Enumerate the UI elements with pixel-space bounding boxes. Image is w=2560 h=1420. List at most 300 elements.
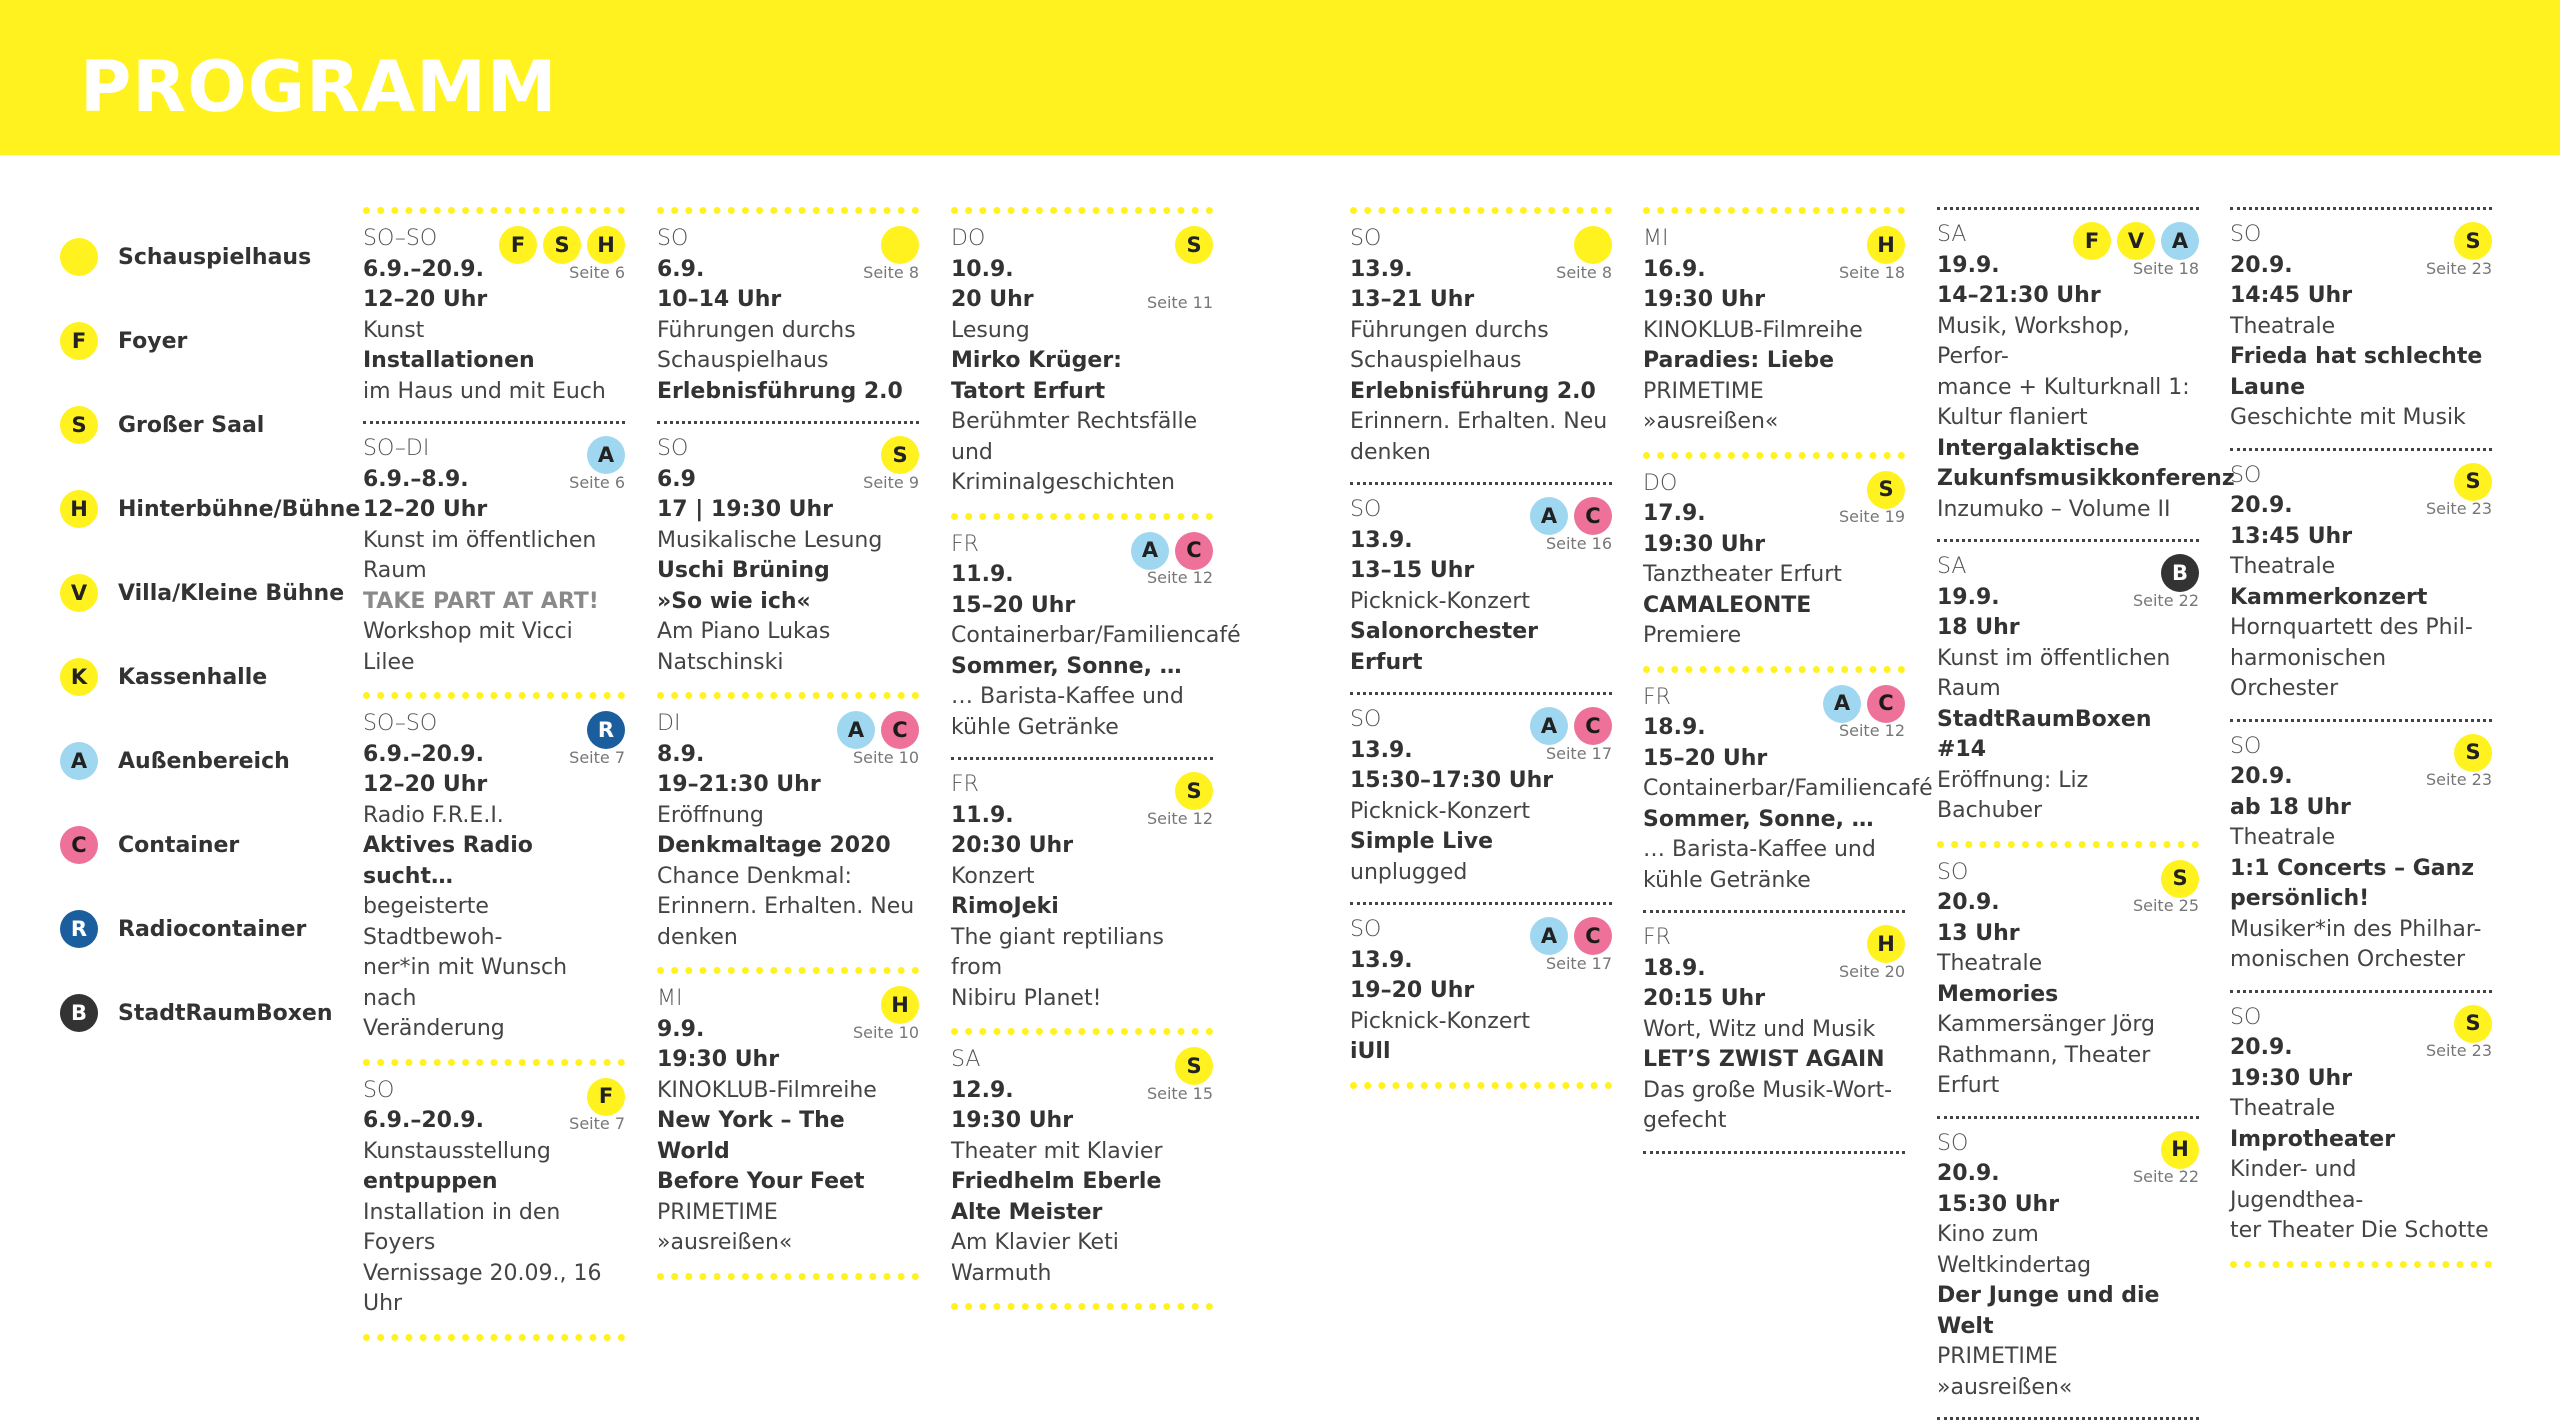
venue-f-badge: F [60,322,98,360]
event-date: 17.9. [1643,499,1905,530]
venue-badges [837,711,919,749]
event-weekday: DI [657,709,919,740]
event-date: 6.9.–20.9. [363,740,625,771]
event-line-kind: Eröffnung [657,801,919,832]
legend-label: Hinterbühne/Bühne [118,497,360,522]
event-line-sub: Installation in den Foyers [363,1198,625,1259]
event-time: 13 Uhr [1937,919,2199,950]
event-entry [657,699,919,974]
event-date: 18.9. [1643,713,1905,744]
event-weekday: FR [951,770,1213,801]
venue-badges [587,1078,625,1116]
page-title: PROGRAMM [80,52,558,122]
event-date: 6.9.–20.9. [363,1106,625,1137]
page-reference: Seite 6 [569,473,625,493]
event-line-sub: Nibiru Planet! [951,984,1213,1015]
venue-badges [881,226,919,264]
event-line-sub: Kinder- und Jugendthea- [2230,1155,2492,1216]
venue-badges [1530,497,1612,535]
event-date: 11.9. [951,801,1213,832]
event-line-sub: The giant reptilians from [951,923,1213,984]
event-line-ttl: Intergalaktische [1937,434,2199,465]
page-reference: Seite 8 [1556,263,1612,283]
event-weekday: SO [1937,858,2199,889]
event-date: 20.9. [2230,762,2492,793]
event-weekday: SA [951,1045,1213,1076]
event-time: 19:30 Uhr [1643,285,1905,316]
event-time: 14–21:30 Uhr [1937,281,2199,312]
event-line-ttl: Tatort Erfurt [951,377,1213,408]
venue-h-badge: H [2161,1131,2199,1169]
event-time: 15–20 Uhr [951,591,1213,622]
page-reference: Seite 10 [853,748,919,768]
event-date: 6.9 [657,465,919,496]
page-reference: Seite 12 [1147,568,1213,588]
event-weekday: SO [657,224,919,255]
venue-c-badge: C [1574,707,1612,745]
event-line-ttl: CAMALEONTE [1643,591,1905,622]
venue-s-badge: S [2454,734,2492,772]
page-reference: Seite 15 [1147,1084,1213,1104]
venue-h-badge: H [60,490,98,528]
page-reference: Seite 23 [2426,259,2492,279]
event-line-sub: Erinnern. Erhalten. Neu [657,892,919,923]
venue-badges [2454,222,2492,260]
venue-a-badge: A [587,436,625,474]
event-line-sub: PRIMETIME »ausreißen« [1643,377,1905,438]
event-weekday: SO–SO [363,709,625,740]
event-time: 19:30 Uhr [1643,530,1905,561]
venue-badges [499,226,625,264]
venue-badges [2454,463,2492,501]
event-weekday: SA [1937,220,2199,251]
event-entry [2230,210,2492,451]
event-line-ttl: Before Your Feet [657,1167,919,1198]
event-date: 11.9. [951,560,1213,591]
event-line-sub: Natschinski [657,648,919,679]
venue-badges [1823,685,1905,723]
venue-badges [881,436,919,474]
event-time: 20 Uhr [951,285,1213,316]
event-time: 18 Uhr [1937,613,2199,644]
venue-c-badge: C [881,711,919,749]
event-line-ttl: New York – The World [657,1106,919,1167]
event-line-ttl: »So wie ich« [657,587,919,618]
event-line-ttl: iUll [1350,1037,1612,1068]
event-line-kind: Lesung [951,316,1213,347]
program-column [2230,207,2492,1268]
event-line-ttl: LET’S ZWIST AGAIN [1643,1045,1905,1076]
header-banner [0,0,2560,155]
event-line-sub: begeisterte Stadtbewoh- [363,892,625,953]
event-weekday: SO [1350,224,1612,255]
event-line-sub: Workshop mit Vicci Lilee [363,617,625,678]
event-weekday: FR [1643,683,1905,714]
event-line-sub: ter Theater Die Schotte [2230,1216,2492,1247]
venue-schauspielhaus-badge [1574,226,1612,264]
legend-label: Großer Saal [118,413,264,438]
event-date: 19.9. [1937,251,2199,282]
event-entry [1937,1119,2199,1420]
event-line-kind: Theatrale [2230,823,2492,854]
event-weekday: FR [951,530,1213,561]
venue-badges [881,986,919,1024]
event-entry [951,1035,1213,1310]
legend-item [60,803,360,887]
event-entry [1937,542,2199,848]
event-line-sub: Erinnern. Erhalten. Neu [1350,407,1612,438]
event-date: 8.9. [657,740,919,771]
event-date: 20.9. [1937,1159,2199,1190]
event-date: 13.9. [1350,255,1612,286]
venue-v-badge: V [2117,222,2155,260]
venue-schauspielhaus-badge [881,226,919,264]
event-line-kind: Kunst im öffentlichen Raum [1937,644,2199,705]
venue-c-badge: C [1574,917,1612,955]
event-line-kind: Theatrale [2230,1094,2492,1125]
event-entry [1350,905,1612,1089]
venue-h-badge: H [881,986,919,1024]
legend-label: Villa/Kleine Bühne [118,581,344,606]
event-line-ttl: Sommer, Sonne, … [951,652,1213,683]
event-line-kind: Theatrale [2230,552,2492,583]
legend-item [60,887,360,971]
venue-h-badge: H [587,226,625,264]
venue-badges [1867,471,1905,509]
event-date: 13.9. [1350,946,1612,977]
event-weekday: SO–DI [363,434,625,465]
event-entry [363,1066,625,1341]
event-line-ttl: Salonorchester Erfurt [1350,617,1612,678]
event-line-ttl: RimoJeki [951,892,1213,923]
event-line-ttl: Frieda hat schlechte [2230,342,2492,373]
event-line-kind: Konzert [951,862,1213,893]
event-entry [657,424,919,699]
event-weekday: SO–SO [363,224,625,255]
event-entry [2230,722,2492,993]
event-line-sub: PRIMETIME »ausreißen« [657,1198,919,1259]
event-line-kind: Wort, Witz und Musik [1643,1015,1905,1046]
legend-label: StadtRaumBoxen [118,1001,333,1026]
event-line-kind: Kunst im öffentlichen [363,526,625,557]
legend-item [60,971,360,1055]
page-reference: Seite 19 [1839,507,1905,527]
event-date: 6.9. [657,255,919,286]
event-time: 19:30 Uhr [951,1106,1213,1137]
event-time: 12–20 Uhr [363,495,625,526]
event-time: 17 | 19:30 Uhr [657,495,919,526]
event-line-sub: Musiker*in des Philhar- [2230,915,2492,946]
event-line-sub: Geschichte mit Musik [2230,403,2492,434]
venue-c-badge: C [1867,685,1905,723]
event-entry [1643,459,1905,673]
event-line-ttl: Memories [1937,980,2199,1011]
venue-badges [1574,226,1612,264]
event-date: 6.9.–20.9. [363,255,625,286]
event-line-kind: Picknick-Konzert [1350,797,1612,828]
event-line-ttl: persönlich! [2230,884,2492,915]
legend-item [60,635,360,719]
event-line-sub: Berühmter Rechtsfälle [951,407,1213,438]
event-time: 20:15 Uhr [1643,984,1905,1015]
event-line-kind: Musik, Workshop, Perfor- [1937,312,2199,373]
event-line-sub: Inzumuko – Volume II [1937,495,2199,526]
event-weekday: SO [2230,1003,2492,1034]
venue-s-badge: S [2454,1005,2492,1043]
venue-k-badge: K [60,658,98,696]
venue-a-badge: A [60,742,98,780]
event-line-ttl: Laune [2230,373,2492,404]
venue-h-badge: H [1867,226,1905,264]
event-entry [1350,214,1612,485]
event-line-sub: denken [657,923,919,954]
event-line-sub: im Haus und mit Euch [363,377,625,408]
venue-badges [2161,554,2199,592]
event-time: 12–20 Uhr [363,770,625,801]
event-line-sub: Am Piano Lukas [657,617,919,648]
program-column [1350,207,1612,1089]
page-reference: Seite 10 [853,1023,919,1043]
venue-badges [2454,1005,2492,1043]
event-time: 19–20 Uhr [1350,976,1612,1007]
venue-badges [587,711,625,749]
page-reference: Seite 7 [569,1114,625,1134]
event-time: 13–21 Uhr [1350,285,1612,316]
legend-label: Foyer [118,329,187,354]
page-reference: Seite 23 [2426,499,2492,519]
page-reference: Seite 23 [2426,770,2492,790]
legend-item [60,215,360,299]
event-line-ttl: Denkmaltage 2020 [657,831,919,862]
event-date: 13.9. [1350,736,1612,767]
venue-c-badge: C [1175,532,1213,570]
event-line-ttl: Friedhelm Eberle [951,1167,1213,1198]
event-date: 12.9. [951,1076,1213,1107]
event-line-kind: Kunst [363,316,625,347]
event-weekday: SO [2230,732,2492,763]
event-time: 20:30 Uhr [951,831,1213,862]
event-date: 6.9.–8.9. [363,465,625,496]
venue-a-badge: A [1131,532,1169,570]
venue-s-badge: S [1175,1047,1213,1085]
event-line-sub: PRIMETIME »ausreißen« [1937,1342,2199,1403]
venue-r-badge: R [587,711,625,749]
page-reference: Seite 23 [2426,1041,2492,1061]
venue-schauspielhaus-badge [60,238,98,276]
venue-a-badge: A [1530,917,1568,955]
event-line-sub: unplugged [1350,858,1612,889]
event-date: 20.9. [2230,1033,2492,1064]
legend-item [60,467,360,551]
event-entry [951,214,1213,520]
legend-label: Schauspielhaus [118,245,311,270]
venue-b-badge: B [2161,554,2199,592]
event-line-ttl: entpuppen [363,1167,625,1198]
event-line-kind: Kultur flaniert [1937,403,2199,434]
venue-badges [1530,917,1612,955]
page-reference: Seite 11 [1147,293,1213,313]
event-entry [363,424,625,699]
event-weekday: SO [1937,1129,2199,1160]
event-weekday: DO [951,224,1213,255]
venue-c-badge: C [1574,497,1612,535]
event-line-ttl: Installationen [363,346,625,377]
event-time: 15:30–17:30 Uhr [1350,766,1612,797]
event-line-ttl: Aktives Radio sucht… [363,831,625,892]
event-line-ttl: Erlebnisführung 2.0 [657,377,919,408]
venue-c-badge: C [60,826,98,864]
event-line-sub: gefecht [1643,1106,1905,1137]
event-time: 14:45 Uhr [2230,281,2492,312]
venue-v-badge: V [60,574,98,612]
legend-label: Außenbereich [118,749,290,774]
venue-badges [2454,734,2492,772]
event-line-kind: Picknick-Konzert [1350,1007,1612,1038]
event-date: 10.9. [951,255,1213,286]
event-entry [1643,913,1905,1154]
event-entry [951,520,1213,761]
event-time: 10–14 Uhr [657,285,919,316]
venue-badges [1131,532,1213,570]
event-time: 15:30 Uhr [1937,1190,2199,1221]
page-reference: Seite 17 [1546,954,1612,974]
event-line-kind: Schauspielhaus [657,346,919,377]
event-line-sub: denken [1350,438,1612,469]
event-line-kind: Theater mit Klavier [951,1137,1213,1168]
event-date: 9.9. [657,1015,919,1046]
event-line-ttl: Mirko Krüger: [951,346,1213,377]
event-line-kind: Musikalische Lesung [657,526,919,557]
event-time: 15–20 Uhr [1643,744,1905,775]
legend-item [60,299,360,383]
event-line-ttl: Paradies: Liebe [1643,346,1905,377]
venue-a-badge: A [1530,497,1568,535]
event-date: 18.9. [1643,954,1905,985]
venue-s-badge: S [60,406,98,444]
venue-h-badge: H [1867,925,1905,963]
event-entry [1937,848,2199,1119]
page-reference: Seite 16 [1546,534,1612,554]
venue-badges [2073,222,2199,260]
event-entry [951,760,1213,1035]
event-line-sub: Veränderung [363,1014,625,1045]
event-line-kind: Führungen durchs [657,316,919,347]
venue-badges [1175,226,1213,264]
venue-a-badge: A [837,711,875,749]
venue-a-badge: A [2161,222,2199,260]
event-line-kind: Kino zum Weltkindertag [1937,1220,2199,1281]
event-line-sub: monischen Orchester [2230,945,2492,976]
event-line-kind: Theatrale [1937,949,2199,980]
event-entry [363,699,625,1066]
event-weekday: SA [1937,552,2199,583]
page-reference: Seite 8 [863,263,919,283]
venue-badges [587,436,625,474]
event-line-ttl: 1:1 Concerts – Ganz [2230,854,2492,885]
page-reference: Seite 6 [569,263,625,283]
event-entry [1937,210,2199,542]
page-reference: Seite 12 [1839,721,1905,741]
venue-s-badge: S [2454,463,2492,501]
event-entry [2230,993,2492,1268]
event-line-kind: Picknick-Konzert [1350,587,1612,618]
program-column [1937,207,2199,1420]
event-line-kind: Raum [363,556,625,587]
venue-s-badge: S [2161,860,2199,898]
venue-f-badge: F [2073,222,2111,260]
venue-badges [1175,772,1213,810]
event-line-kind: Containerbar/Familiencafé [951,621,1213,652]
program-column [951,207,1213,1310]
legend-item [60,719,360,803]
event-time: 19:30 Uhr [2230,1064,2492,1095]
event-line-kind: Führungen durchs [1350,316,1612,347]
event-line-ttl: Uschi Brüning [657,556,919,587]
venue-a-badge: A [1530,707,1568,745]
event-line-ttl: Kammerkonzert [2230,583,2492,614]
event-entry [1643,673,1905,914]
venue-s-badge: S [1175,226,1213,264]
event-line-kind: Radio F.R.E.I. [363,801,625,832]
event-line-sub: Eröffnung: Liz Bachuber [1937,766,2199,827]
event-time: 13:45 Uhr [2230,522,2492,553]
legend-label: Container [118,833,239,858]
event-line-sub: Chance Denkmal: [657,862,919,893]
program-column [657,207,919,1280]
event-line-kind: Containerbar/Familiencafé [1643,774,1905,805]
event-line-kind: Tanztheater Erfurt [1643,560,1905,591]
event-line-sub: Vernissage 20.09., 16 Uhr [363,1259,625,1320]
venue-r-badge: R [60,910,98,948]
event-line-sub: … Barista-Kaffee und [1643,835,1905,866]
legend-label: Kassenhalle [118,665,267,690]
legend-item [60,383,360,467]
venue-badges [1175,1047,1213,1085]
event-date: 13.9. [1350,526,1612,557]
venue-badges [1867,226,1905,264]
event-line-ttl: Der Junge und die Welt [1937,1281,2199,1342]
event-line-sub: Am Klavier Keti Warmuth [951,1228,1213,1289]
event-weekday: SO [1350,495,1612,526]
event-weekday: MI [1643,224,1905,255]
page-reference: Seite 20 [1839,962,1905,982]
venue-b-badge: B [60,994,98,1032]
page-reference: Seite 25 [2133,896,2199,916]
event-line-sub: ner*in mit Wunsch nach [363,953,625,1014]
event-line-ttl: Sommer, Sonne, … [1643,805,1905,836]
page-reference: Seite 7 [569,748,625,768]
event-entry [657,214,919,424]
event-line-kind: KINOKLUB-Filmreihe [657,1076,919,1107]
event-line-ttl: TAKE PART AT ART! [363,587,625,618]
event-date: 20.9. [2230,251,2492,282]
event-entry [1350,485,1612,695]
event-time: 19–21:30 Uhr [657,770,919,801]
venue-f-badge: F [499,226,537,264]
event-line-sub: Premiere [1643,621,1905,652]
venue-badges [2161,860,2199,898]
event-line-kind: KINOKLUB-Filmreihe [1643,316,1905,347]
page-reference: Seite 9 [863,473,919,493]
program-column [1643,207,1905,1154]
event-date: 16.9. [1643,255,1905,286]
event-line-ttl: Erlebnisführung 2.0 [1350,377,1612,408]
event-weekday: SO [2230,461,2492,492]
event-line-kind: Kunstausstellung [363,1137,625,1168]
event-line-ttl: Alte Meister [951,1198,1213,1229]
venue-legend [60,215,360,1055]
event-line-ttl: Simple Live [1350,827,1612,858]
